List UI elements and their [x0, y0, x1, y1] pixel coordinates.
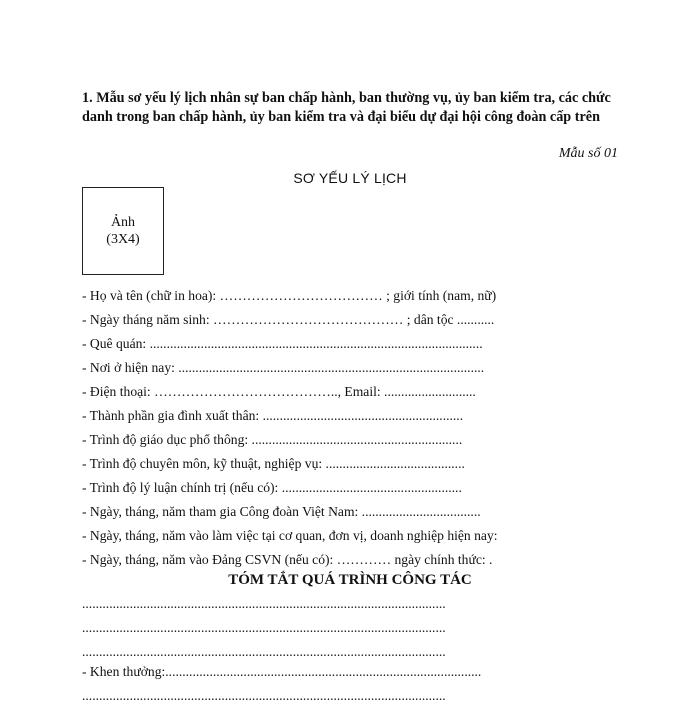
photo-size-label: (3X4) [106, 232, 140, 247]
document-heading: 1. Mẫu sơ yếu lý lịch nhân sự ban chấp hành, ban thường vụ, ủy ban kiểm tra, các chức danh trong ban chấp hành, ủy ban kiểm tra và đại biểu dự đại hội công đoàn cấp trên [82, 90, 611, 125]
work-history-lines [82, 592, 446, 664]
field-union-join-date: - Ngày, tháng, năm tham gia Công đoàn Việt Nam: ................................... [82, 504, 481, 519]
field-date-of-birth-ethnicity: - Ngày tháng năm sinh: …………………………………… ; dân tộc ........... [82, 312, 495, 327]
field-full-name-gender: - Họ và tên (chữ in hoa): ……………………………… ; giới tính (nam, nữ) [82, 288, 497, 303]
field-party-join-date: - Ngày, tháng, năm vào Đảng CSVN (nếu có): ………… ngày chính thức: . [82, 552, 493, 567]
work-history-line: ........................................................................................................... [82, 596, 446, 611]
photo-label: Ảnh [110, 215, 136, 230]
work-history-line: ........................................................................................................... [82, 620, 446, 635]
field-family-background: - Thành phần gia đình xuất thân: ........................................................... [82, 408, 464, 423]
field-general-education: - Trình độ giáo dục phổ thông: .............................................................. [82, 432, 463, 447]
field-phone-email: - Điện thoại: ………………………………….., Email: ........................... [82, 384, 476, 399]
photo-placeholder-box [82, 187, 164, 275]
form-number: Mẫu số 01 [558, 146, 618, 161]
field-professional-qualification: - Trình độ chuyên môn, kỹ thuật, nghiệp vụ: ......................................... [82, 456, 465, 471]
rewards-continuation-line: ........................................................................................................... [82, 688, 446, 703]
work-history-line: ........................................................................................................... [82, 644, 446, 659]
field-political-theory: - Trình độ lý luận chính trị (nếu có): ..................................................... [82, 480, 462, 495]
work-history-title: TÓM TẮT QUÁ TRÌNH CÔNG TÁC [228, 572, 472, 588]
field-hometown: - Quê quán: .................................................................................................. [82, 336, 483, 351]
field-current-residence: - Nơi ở hiện nay: .......................................................................................... [82, 360, 485, 375]
personal-info-fields [82, 284, 542, 572]
field-rewards: - Khen thưởng:............................................................................................. [82, 664, 482, 679]
field-employment-start-date: - Ngày, tháng, năm vào làm việc tại cơ quan, đơn vị, doanh nghiệp hiện nay: [82, 528, 498, 543]
document-title: SƠ YẾU LÝ LỊCH [293, 170, 407, 186]
